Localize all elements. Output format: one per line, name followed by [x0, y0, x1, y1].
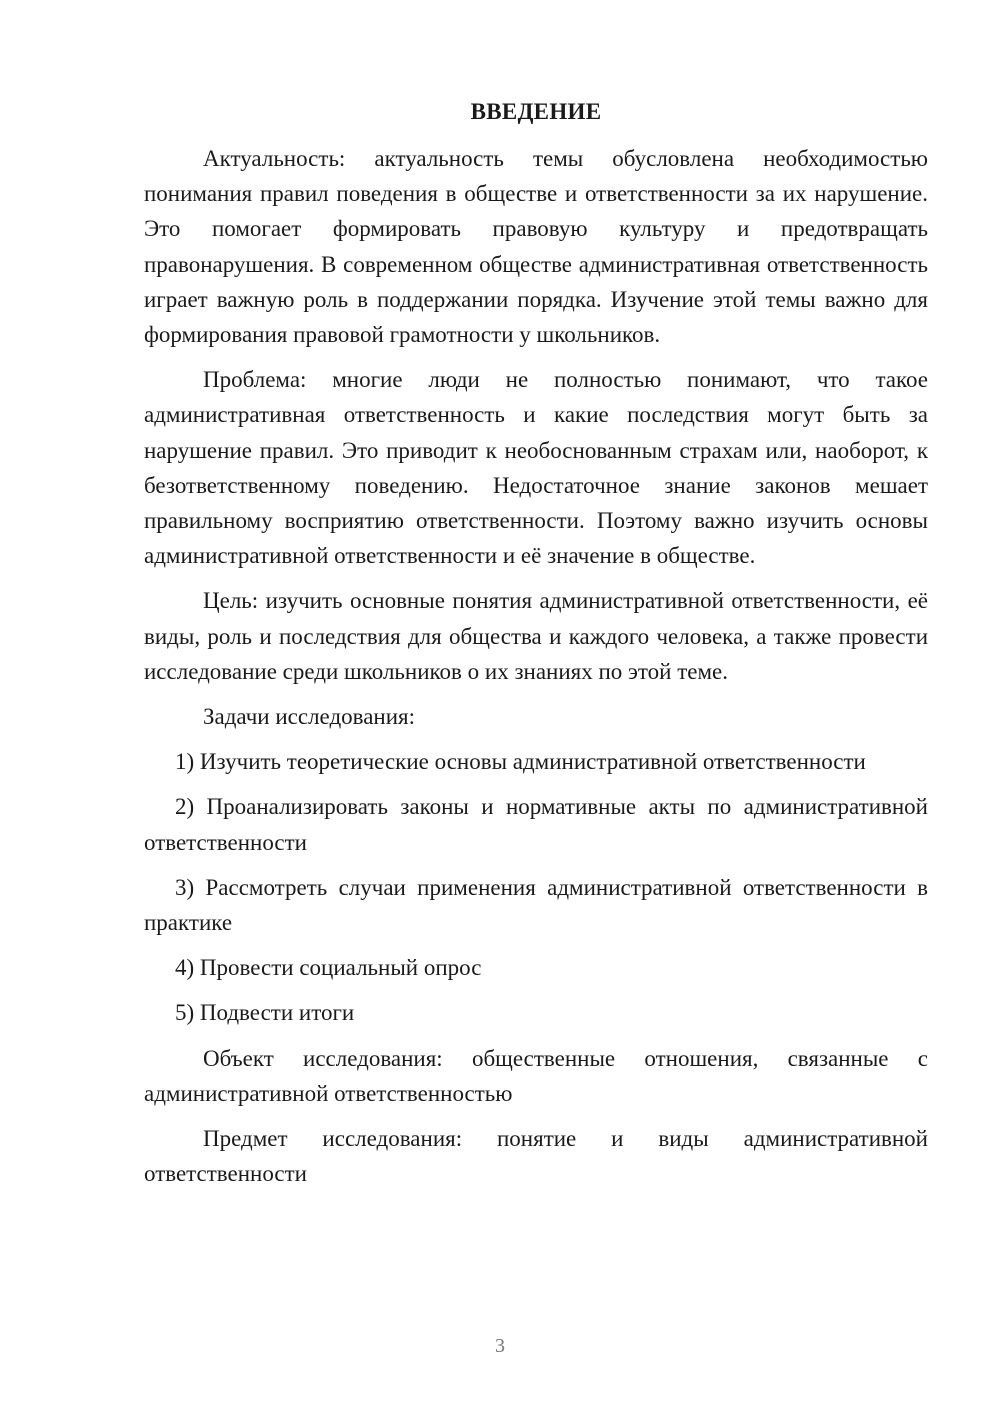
task-item-3: 3) Рассмотреть случаи применения административной ответственности в практике — [144, 874, 928, 936]
page-content — [144, 94, 928, 1201]
task-item-4: 4) Провести социальный опрос — [175, 955, 482, 981]
relevance-paragraph: Актуальность: актуальность темы обусловлена необходимостью понимания правил поведения в обществе и ответственности за их нарушение. Это помогает формировать правовую культуру и предотвращать правонарушения. В современном обществе административная ответственность играет важную роль в поддержании порядка. Изучение этой темы важно для формирования правовой грамотности у школьников. — [144, 146, 928, 348]
page-number: 3 — [495, 1335, 505, 1357]
task-item-5: 5) Подвести итоги — [175, 1000, 355, 1026]
page-title: ВВЕДЕНИЕ — [470, 99, 602, 124]
tasks-heading: Задачи исследования: — [203, 704, 416, 730]
task-item-1: 1) Изучить теоретические основы административной ответственности — [175, 749, 866, 775]
goal-paragraph: Цель: изучить основные понятия административной ответственности, её виды, роль и последствия для общества и каждого человека, а также провести исследование среди школьников о их знаниях по этой теме. — [144, 588, 928, 684]
research-object-paragraph: Объект исследования: общественные отношения, связанные с административной ответственностью — [144, 1045, 928, 1106]
research-subject-paragraph: Предмет исследования: понятие и виды административной ответственности — [144, 1126, 928, 1187]
task-item-2: 2) Проанализировать законы и нормативные акты по административной ответственности — [144, 794, 928, 855]
problem-paragraph: Проблема: многие люди не полностью понимают, что такое административная ответственность и какие последствия могут быть за нарушение правил. Это приводит к необоснованным страхам или, наоборот, к безответственному поведению. Недостаточное знание законов мешает правильному восприятию ответственности. Поэтому важно изучить основы административной ответственности и её значение в обществе. — [144, 367, 928, 569]
